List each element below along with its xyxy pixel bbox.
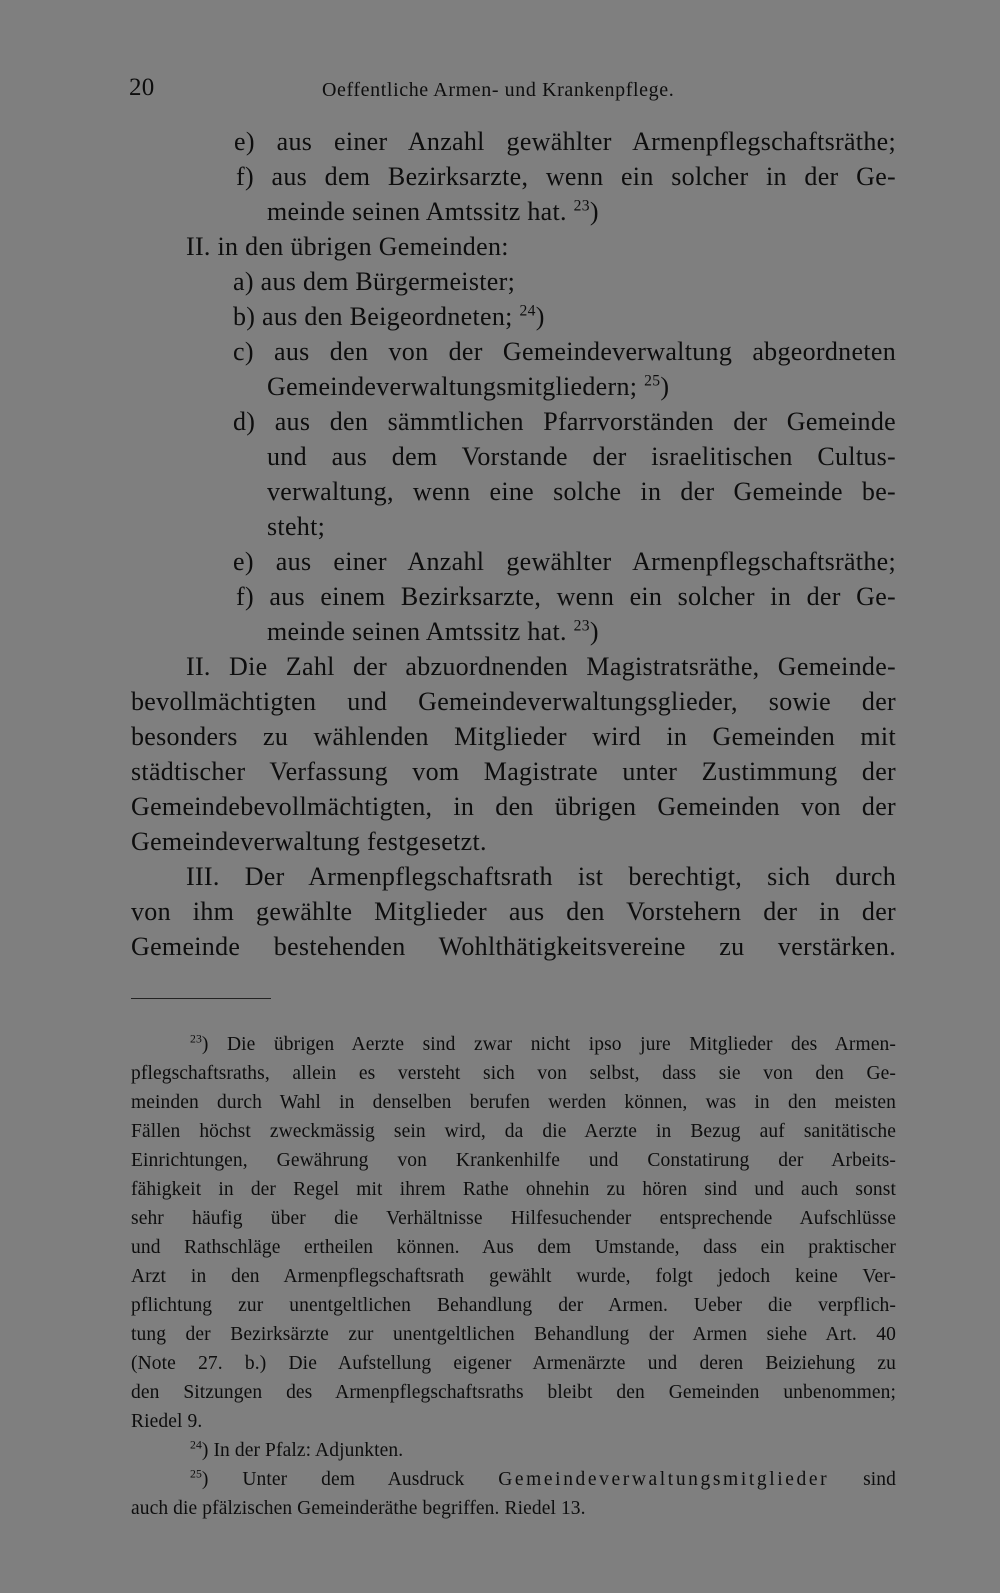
footnote-line: $^{25}$) Unter dem Ausdruck Gemeindeverwaltungsmitglieder sind	[190, 1467, 896, 1490]
body-line: Gemeindeverwaltung festgesetzt.	[131, 827, 487, 856]
body-line: d) aus den sämmtlichen Pfarrvorständen der Gemeinde	[233, 407, 896, 436]
footnote-mark: 23	[190, 1032, 202, 1046]
footnote-ref: 25	[644, 372, 661, 390]
footnote-line: $^{24}$) In der Pfalz: Adjunkten.	[190, 1438, 404, 1461]
body-line: II. Die Zahl der abzuordnenden Magistratsräthe, Gemeinde-	[186, 652, 896, 681]
footnote-line: den Sitzungen des Armenpflegschaftsraths bleibt den Gemeinden unbenommen;	[131, 1382, 896, 1403]
running-title: Oeffentliche Armen- und Krankenpflege.	[322, 79, 675, 101]
footnote-line: (Note 27. b.) Die Aufstellung eigener Armenärzte und deren Beiziehung zu	[131, 1353, 896, 1374]
spaced-term: Gemeindeverwaltungsmitglieder	[498, 1469, 830, 1490]
footnote-line: Einrichtungen, Gewährung von Krankenhilfe und Constatirung der Arbeits-	[131, 1150, 896, 1171]
footnote-line: Fällen höchst zweckmässig sein wird, da die Aerzte in Bezug auf sanitätische	[131, 1121, 896, 1142]
body-line: III. Der Armenpflegschaftsrath ist berechtigt, sich durch	[186, 862, 896, 891]
page-number: 20	[129, 74, 155, 101]
body-line: a) aus dem Bürgermeister;	[233, 267, 516, 296]
body-line: bevollmächtigten und Gemeindeverwaltungsglieder, sowie der	[131, 687, 896, 716]
footnote-ref: 24	[519, 302, 536, 320]
body-line: besonders zu wählenden Mitglieder wird in Gemeinden mit	[131, 722, 896, 751]
body-line: Gemeindebevollmächtigten, in den übrigen Gemeinden von der	[131, 792, 896, 821]
footnote-line: tung der Bezirksärzte zur unentgeltlichen Behandlung der Armen siehe Art. 40	[131, 1324, 896, 1345]
body-line: f) aus dem Bezirksarzte, wenn ein solcher in der Ge-	[236, 162, 896, 191]
footnote-line: Arzt in den Armenpflegschaftsrath gewählt wurde, folgt jedoch keine Ver-	[131, 1266, 896, 1287]
body-line: steht;	[267, 512, 326, 541]
body-line: meinde seinen Amtssitz hat. $^{23}$)	[267, 197, 599, 226]
footnote-ref: 23	[573, 617, 590, 635]
footnote-separator	[131, 998, 271, 999]
footnote-line: meinden durch Wahl in denselben berufen werden können, was in den meisten	[131, 1092, 896, 1113]
footnote-line: $^{23}$) Die übrigen Aerzte sind zwar nicht ipso jure Mitglieder des Armen-	[190, 1032, 896, 1055]
body-line: e) aus einer Anzahl gewählter Armenpflegschaftsräthe;	[234, 127, 896, 156]
footnote-line: sehr häufig über die Verhältnisse Hilfesuchender entsprechende Aufschlüsse	[131, 1208, 896, 1229]
body-line: verwaltung, wenn eine solche in der Gemeinde be-	[267, 477, 896, 506]
footnote-line: pflegschaftsraths, allein es versteht sich von selbst, dass sie von den Ge-	[131, 1063, 896, 1084]
footnote-mark: 25	[190, 1467, 202, 1481]
footnote-line: pflichtung zur unentgeltlichen Behandlung der Armen. Ueber die verpflich-	[131, 1295, 896, 1316]
body-line: städtischer Verfassung vom Magistrate unter Zustimmung der	[131, 757, 896, 786]
body-line: e) aus einer Anzahl gewählter Armenpflegschaftsräthe;	[233, 547, 896, 576]
footnote-line: Riedel 9.	[131, 1411, 203, 1432]
footnote-mark: 24	[190, 1438, 202, 1452]
footnote-line: fähigkeit in der Regel mit ihrem Rathe ohnehin zu hören sind und auch sonst	[131, 1179, 896, 1200]
body-line: f) aus einem Bezirksarzte, wenn ein solcher in der Ge-	[236, 582, 896, 611]
body-line: meinde seinen Amtssitz hat. $^{23}$)	[267, 617, 599, 646]
body-line: II. in den übrigen Gemeinden:	[186, 232, 509, 261]
footnote-line: und Rathschläge ertheilen können. Aus dem Umstande, dass ein praktischer	[131, 1237, 896, 1258]
body-line: Gemeinde bestehenden Wohlthätigkeitsvereine zu verstärken.	[131, 932, 896, 961]
footnote-ref: 23	[573, 197, 590, 215]
body-line: von ihm gewählte Mitglieder aus den Vorstehern der in der	[131, 897, 896, 926]
body-line: c) aus den von der Gemeindeverwaltung abgeordneten	[233, 337, 896, 366]
body-line: b) aus den Beigeordneten; $^{24}$)	[233, 302, 545, 331]
footnote-line: auch die pfälzischen Gemeinderäthe begriffen. Riedel 13.	[131, 1498, 586, 1519]
body-line: Gemeindeverwaltungsmitgliedern; $^{25}$)	[267, 372, 670, 401]
body-line: und aus dem Vorstande der israelitischen Cultus-	[267, 442, 896, 471]
